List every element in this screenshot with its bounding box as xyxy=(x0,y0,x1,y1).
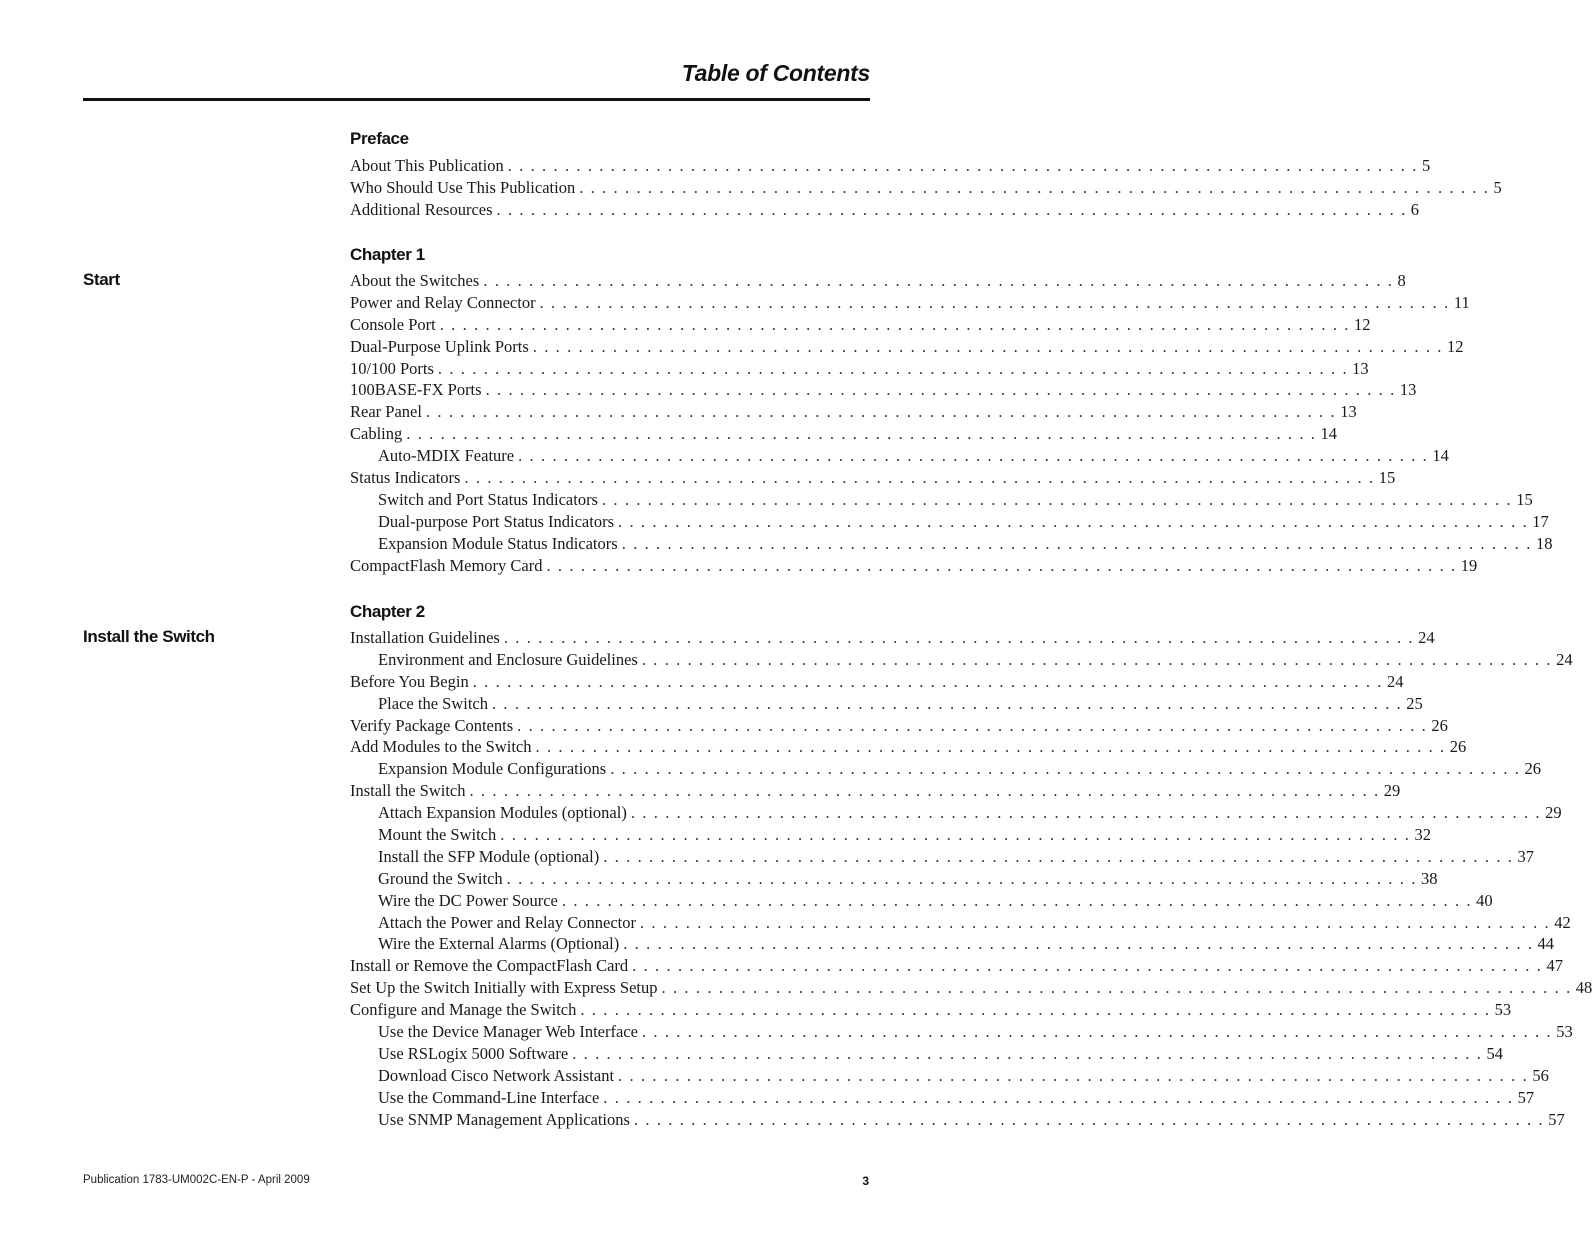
dot-leader: . . . . . . . . . . . . . . . . . . . . . . . . . . . . . . . . . . . . . . . . . . . . . . . . . . . . . . . . . . . . . . . . . . . . . . . . . . . . . . . . xyxy=(517,715,1428,735)
toc-entry-page[interactable]: 18 xyxy=(1535,533,1553,553)
toc-entry-page[interactable]: 12 xyxy=(1354,314,1371,334)
toc-entry[interactable] xyxy=(350,358,1369,380)
toc-entry-label[interactable]: 10/100 Ports xyxy=(350,358,434,378)
toc-entry-label[interactable]: Rear Panel xyxy=(350,402,422,422)
toc-entry-label[interactable]: Use the Device Manager Web Interface xyxy=(378,1022,638,1042)
chapter1-label: Chapter 1 xyxy=(350,245,425,264)
toc-entry-label[interactable]: About This Publication xyxy=(350,156,504,175)
toc-entry-page[interactable]: 54 xyxy=(1486,1043,1503,1063)
dot-leader: . . . . . . . . . . . . . . . . . . . . . . . . . . . . . . . . . . . . . . . . . . . . . . . . . . . . . . . . . . . . . . . . . . . . . . . . . . . . . . . . xyxy=(603,846,1514,866)
toc-entry-page[interactable]: 56 xyxy=(1532,1065,1549,1085)
toc-entry-page[interactable]: 26 xyxy=(1524,759,1542,779)
toc-entry[interactable] xyxy=(350,780,1401,802)
toc-entry[interactable] xyxy=(350,1065,1549,1087)
toc-entry-label[interactable]: Verify Package Contents xyxy=(350,715,514,735)
title-rule xyxy=(83,98,870,101)
toc-entry-page[interactable]: 11 xyxy=(1453,292,1470,312)
toc-entry-label[interactable]: CompactFlash Memory Card xyxy=(350,555,543,575)
dot-leader: . . . . . . . . . . . . . . . . . . . . . . . . . . . . . . . . . . . . . . . . . . . . . . . . . . . . . . . . . . . . . . . . . . . . . . . . . . . . . . . . xyxy=(464,468,1375,488)
toc-entry[interactable] xyxy=(350,693,1423,715)
dot-leader: . . . . . . . . . . . . . . . . . . . . . . . . . . . . . . . . . . . . . . . . . . . . . . . . . . . . . . . . . . . . . . . . . . . . . . . . . . . . . . . . xyxy=(539,292,1450,312)
toc-entry-page[interactable]: 19 xyxy=(1460,555,1478,575)
toc-entry-page[interactable]: 42 xyxy=(1554,912,1571,932)
toc-entry-page[interactable]: 13 xyxy=(1399,380,1417,400)
toc-entry[interactable] xyxy=(350,1043,1503,1065)
toc-entry-label[interactable]: Additional Resources xyxy=(350,199,493,219)
dot-leader: . . . . . . . . . . . . . . . . . . . . . . . . . . . . . . . . . . . . . . . . . . . . . . . . . . . . . . . . . . . . . . . . . . . . . . . . . . . . . . . . xyxy=(483,271,1394,290)
dot-leader: . . . . . . . . . . . . . . . . . . . . . . . . . . . . . . . . . . . . . . . . . . . . . . . . . . . . . . . . . . . . . . . . . . . . . . . . . . . . . . . . xyxy=(641,649,1553,669)
toc-entry-page[interactable]: 53 xyxy=(1494,1000,1512,1020)
chapter2-toc-list xyxy=(350,627,1592,1130)
toc-entry-label[interactable]: Console Port xyxy=(350,314,436,334)
toc-entry[interactable] xyxy=(350,999,1512,1021)
toc-entry[interactable] xyxy=(350,933,1555,955)
publication-footer: Publication 1783-UM002C-EN-P - April 2009 xyxy=(83,1174,310,1186)
toc-entry[interactable] xyxy=(350,955,1563,977)
toc-entry-label[interactable]: Set Up the Switch Initially with Express Setup xyxy=(350,978,658,998)
dot-leader: . . . . . . . . . . . . . . . . . . . . . . . . . . . . . . . . . . . . . . . . . . . . . . . . . . . . . . . . . . . . . . . . . . . . . . . . . . . . . . . . xyxy=(485,380,1396,400)
toc-entry-page[interactable]: 47 xyxy=(1546,956,1563,976)
dot-leader: . . . . . . . . . . . . . . . . . . . . . . . . . . . . . . . . . . . . . . . . . . . . . . . . . . . . . . . . . . . . . . . . . . . . . . . . . . . . . . . . xyxy=(618,1065,1529,1085)
dot-leader: . . . . . . . . . . . . . . . . . . . . . . . . . . . . . . . . . . . . . . . . . . . . . . . . . . . . . . . . . . . . . . . . . . . . . . . . . . . . . . . . xyxy=(601,489,1513,509)
dot-leader: . . . . . . . . . . . . . . . . . . . . . . . . . . . . . . . . . . . . . . . . . . . . . . . . . . . . . . . . . . . . . . . . . . . . . . . . . . . . . . . . xyxy=(506,868,1417,888)
dot-leader: . . . . . . . . . . . . . . . . . . . . . . . . . . . . . . . . . . . . . . . . . . . . . . . . . . . . . . . . . . . . . . . . . . . . . . . . . . . . . . . . xyxy=(630,803,1542,823)
dot-leader: . . . . . . . . . . . . . . . . . . . . . . . . . . . . . . . . . . . . . . . . . . . . . . . . . . . . . . . . . . . . . . . . . . . . . . . . . . . . . . . . xyxy=(496,199,1407,219)
toc-entry-page[interactable]: 40 xyxy=(1476,890,1493,910)
toc-entry-label[interactable]: Mount the Switch xyxy=(378,825,497,845)
toc-entry-label[interactable]: Status Indicators xyxy=(350,468,461,488)
toc-entry-page[interactable]: 25 xyxy=(1406,693,1423,713)
dot-leader: . . . . . . . . . . . . . . . . . . . . . . . . . . . . . . . . . . . . . . . . . . . . . . . . . . . . . . . . . . . . . . . . . . . . . . . . . . . . . . . . xyxy=(561,890,1473,910)
toc-entry-page[interactable]: 5 xyxy=(1421,156,1431,175)
toc-entry[interactable] xyxy=(350,1109,1565,1131)
toc-entry[interactable] xyxy=(350,868,1438,890)
dot-leader: . . . . . . . . . . . . . . . . . . . . . . . . . . . . . . . . . . . . . . . . . . . . . . . . . . . . . . . . . . . . . . . . . . . . . . . . . . . . . . . . xyxy=(469,781,1380,801)
toc-entry[interactable] xyxy=(350,802,1562,824)
toc-entry-page[interactable]: 53 xyxy=(1556,1022,1573,1042)
dot-leader: . . . . . . . . . . . . . . . . . . . . . . . . . . . . . . . . . . . . . . . . . . . . . . . . . . . . . . . . . . . . . . . . . . . . . . . . . . . . . . . . xyxy=(610,759,1521,779)
toc-entry-label[interactable]: Power and Relay Connector xyxy=(350,292,536,312)
dot-leader: . . . . . . . . . . . . . . . . . . . . . . . . . . . . . . . . . . . . . . . . . . . . . . . . . . . . . . . . . . . . . . . . . . . . . . . . . . . . . . . . xyxy=(603,1087,1514,1107)
toc-entry[interactable] xyxy=(350,846,1534,868)
toc-entry[interactable] xyxy=(350,671,1404,693)
toc-entry[interactable] xyxy=(350,890,1493,912)
dot-leader: . . . . . . . . . . . . . . . . . . . . . . . . . . . . . . . . . . . . . . . . . . . . . . . . . . . . . . . . . . . . . . . . . . . . . . . . . . . . . . . . xyxy=(623,934,1534,954)
toc-entry-page[interactable]: 24 xyxy=(1556,649,1573,669)
dot-leader: . . . . . . . . . . . . . . . . . . . . . . . . . . . . . . . . . . . . . . . . . . . . . . . . . . . . . . . . . . . . . . . . . . . . . . . . . . . . . . . . xyxy=(641,1022,1553,1042)
toc-entry-page[interactable]: 26 xyxy=(1449,737,1467,757)
toc-entry-page[interactable]: 5 xyxy=(1493,177,1502,197)
toc-entry[interactable] xyxy=(350,314,1371,336)
toc-entry[interactable] xyxy=(350,401,1357,423)
toc-entry-page[interactable]: 13 xyxy=(1352,358,1369,378)
toc-entry-label[interactable]: Install the Switch xyxy=(350,781,466,801)
chapter1-toc-list xyxy=(350,270,1553,576)
toc-entry-page[interactable]: 8 xyxy=(1397,271,1406,290)
toc-entry[interactable] xyxy=(350,445,1449,467)
dot-leader: . . . . . . . . . . . . . . . . . . . . . . . . . . . . . . . . . . . . . . . . . . . . . . . . . . . . . . . . . . . . . . . . . . . . . . . . . . . . . . . . xyxy=(472,671,1383,691)
toc-entry[interactable] xyxy=(350,736,1467,758)
toc-entry[interactable] xyxy=(350,533,1553,555)
toc-entry-label[interactable]: 100BASE-FX Ports xyxy=(350,380,482,400)
dot-leader: . . . . . . . . . . . . . . . . . . . . . . . . . . . . . . . . . . . . . . . . . . . . . . . . . . . . . . . . . . . . . . . . . . . . . . . . . . . . . . . . xyxy=(437,358,1349,378)
toc-entry[interactable] xyxy=(350,649,1573,671)
toc-entry-label[interactable]: Place the Switch xyxy=(378,693,488,713)
toc-entry[interactable] xyxy=(350,511,1549,533)
preface-toc-list xyxy=(350,155,1502,221)
dot-leader: . . . . . . . . . . . . . . . . . . . . . . . . . . . . . . . . . . . . . . . . . . . . . . . . . . . . . . . . . . . . . . . . . . . . . . . . . . . . . . . . xyxy=(406,424,1317,444)
toc-entry-page[interactable]: 44 xyxy=(1537,934,1555,954)
toc-entry-label[interactable]: Use RSLogix 5000 Software xyxy=(378,1043,569,1063)
toc-entry-label[interactable]: Install the SFP Module (optional) xyxy=(378,846,600,866)
toc-entry-label[interactable]: Wire the DC Power Source xyxy=(378,890,558,910)
dot-leader: . . . . . . . . . . . . . . . . . . . . . . . . . . . . . . . . . . . . . . . . . . . . . . . . . . . . . . . . . . . . . . . . . . . . . . . . . . . . . . . . xyxy=(532,336,1444,356)
toc-entry-page[interactable]: 14 xyxy=(1320,424,1338,444)
toc-entry-page[interactable]: 29 xyxy=(1545,803,1562,823)
toc-entry-page[interactable]: 48 xyxy=(1575,978,1592,998)
toc-entry-label[interactable]: Install or Remove the CompactFlash Card xyxy=(350,956,629,976)
toc-entry-label[interactable]: Environment and Enclosure Guidelines xyxy=(378,649,638,669)
page-number: 3 xyxy=(862,1174,869,1188)
dot-leader: . . . . . . . . . . . . . . . . . . . . . . . . . . . . . . . . . . . . . . . . . . . . . . . . . . . . . . . . . . . . . . . . . . . . . . . . . . . . . . . . xyxy=(535,737,1446,757)
toc-entry[interactable] xyxy=(350,379,1417,401)
toc-entry-page[interactable]: 6 xyxy=(1410,199,1420,219)
toc-entry-label[interactable]: About the Switches xyxy=(350,271,480,290)
toc-entry-page[interactable]: 57 xyxy=(1517,1087,1535,1107)
preface-heading: Preface xyxy=(350,129,409,148)
toc-entry-label[interactable]: Ground the Switch xyxy=(378,868,503,888)
dot-leader: . . . . . . . . . . . . . . . . . . . . . . . . . . . . . . . . . . . . . . . . . . . . . . . . . . . . . . . . . . . . . . . . . . . . . . . . . . . . . . . . xyxy=(439,314,1350,334)
toc-entry-page[interactable]: 17 xyxy=(1532,511,1549,531)
dot-leader: . . . . . . . . . . . . . . . . . . . . . . . . . . . . . . . . . . . . . . . . . . . . . . . . . . . . . . . . . . . . . . . . . . . . . . . . . . . . . . . . xyxy=(518,446,1429,466)
toc-entry-page[interactable]: 15 xyxy=(1516,489,1533,509)
toc-entry-page[interactable]: 15 xyxy=(1378,468,1396,488)
toc-entry[interactable] xyxy=(350,977,1592,999)
toc-entry[interactable] xyxy=(350,336,1464,358)
toc-entry[interactable] xyxy=(350,270,1406,292)
toc-entry-page[interactable]: 24 xyxy=(1387,671,1404,691)
dot-leader: . . . . . . . . . . . . . . . . . . . . . . . . . . . . . . . . . . . . . . . . . . . . . . . . . . . . . . . . . . . . . . . . . . . . . . . . . . . . . . . . xyxy=(661,978,1572,998)
toc-entry-label[interactable]: Wire the External Alarms (Optional) xyxy=(378,934,620,954)
toc-entry-label[interactable]: Use SNMP Management Applications xyxy=(378,1109,630,1129)
dot-leader: . . . . . . . . . . . . . . . . . . . . . . . . . . . . . . . . . . . . . . . . . . . . . . . . . . . . . . . . . . . . . . . . . . . . . . . . . . . . . . . . xyxy=(618,511,1529,531)
dot-leader: . . . . . . . . . . . . . . . . . . . . . . . . . . . . . . . . . . . . . . . . . . . . . . . . . . . . . . . . . . . . . . . . . . . . . . . . . . . . . . . . xyxy=(491,693,1403,713)
toc-entry[interactable] xyxy=(350,467,1396,489)
toc-entry[interactable] xyxy=(350,423,1338,445)
toc-entry[interactable] xyxy=(350,1087,1535,1109)
dot-leader: . . . . . . . . . . . . . . . . . . . . . . . . . . . . . . . . . . . . . . . . . . . . . . . . . . . . . . . . . . . . . . . . . . . . . . . . . . . . . . . . xyxy=(632,956,1543,976)
toc-entry-label[interactable]: Attach the Power and Relay Connector xyxy=(378,912,636,932)
toc-entry-label[interactable]: Expansion Module Status Indicators xyxy=(378,533,618,553)
toc-entry-page[interactable]: 13 xyxy=(1340,402,1357,422)
toc-entry-page[interactable]: 14 xyxy=(1432,446,1449,466)
toc-entry-page[interactable]: 24 xyxy=(1418,628,1435,647)
toc-entry-page[interactable]: 57 xyxy=(1548,1109,1565,1129)
toc-entry-label[interactable]: Who Should Use This Publication xyxy=(350,177,576,197)
toc-entry-page[interactable]: 37 xyxy=(1517,846,1534,866)
toc-entry[interactable] xyxy=(350,824,1432,846)
toc-entry[interactable] xyxy=(350,715,1448,737)
toc-entry-label[interactable]: Installation Guidelines xyxy=(350,628,500,647)
toc-entry-page[interactable]: 38 xyxy=(1420,868,1438,888)
toc-entry[interactable] xyxy=(350,199,1420,221)
toc-entry[interactable] xyxy=(350,912,1571,934)
toc-entry-page[interactable]: 26 xyxy=(1431,715,1448,735)
toc-entry-page[interactable]: 29 xyxy=(1383,781,1401,801)
dot-leader: . . . . . . . . . . . . . . . . . . . . . . . . . . . . . . . . . . . . . . . . . . . . . . . . . . . . . . . . . . . . . . . . . . . . . . . . . . . . . . . . xyxy=(507,156,1418,175)
toc-entry[interactable] xyxy=(350,155,1431,177)
toc-entry-label[interactable]: Add Modules to the Switch xyxy=(350,737,532,757)
toc-entry[interactable] xyxy=(350,555,1478,577)
dot-leader: . . . . . . . . . . . . . . . . . . . . . . . . . . . . . . . . . . . . . . . . . . . . . . . . . . . . . . . . . . . . . . . . . . . . . . . . . . . . . . . . xyxy=(546,555,1457,575)
dot-leader: . . . . . . . . . . . . . . . . . . . . . . . . . . . . . . . . . . . . . . . . . . . . . . . . . . . . . . . . . . . . . . . . . . . . . . . . . . . . . . . . xyxy=(621,533,1532,553)
toc-entry[interactable] xyxy=(350,292,1470,314)
dot-leader: . . . . . . . . . . . . . . . . . . . . . . . . . . . . . . . . . . . . . . . . . . . . . . . . . . . . . . . . . . . . . . . . . . . . . . . . . . . . . . . . xyxy=(579,177,1490,197)
toc-entry-label[interactable]: Configure and Manage the Switch xyxy=(350,1000,577,1020)
toc-entry[interactable] xyxy=(350,489,1533,511)
dot-leader: . . . . . . . . . . . . . . . . . . . . . . . . . . . . . . . . . . . . . . . . . . . . . . . . . . . . . . . . . . . . . . . . . . . . . . . . . . . . . . . . xyxy=(580,1000,1491,1020)
toc-entry[interactable] xyxy=(350,1021,1573,1043)
toc-entry-label[interactable]: Auto-MDIX Feature xyxy=(378,446,515,466)
toc-entry-page[interactable]: 12 xyxy=(1447,336,1464,356)
toc-entry-label[interactable]: Dual-Purpose Uplink Ports xyxy=(350,336,529,356)
chapter2-label: Chapter 2 xyxy=(350,602,425,621)
toc-entry[interactable] xyxy=(350,627,1435,649)
toc-entry-label[interactable]: Before You Begin xyxy=(350,671,469,691)
chapter2-title: Install the Switch xyxy=(83,627,215,646)
toc-entry-label[interactable]: Use the Command-Line Interface xyxy=(378,1087,600,1107)
toc-entry-label[interactable]: Cabling xyxy=(350,424,403,444)
toc-entry-label[interactable]: Dual-purpose Port Status Indicators xyxy=(378,511,615,531)
toc-entry-label[interactable]: Attach Expansion Modules (optional) xyxy=(378,803,627,823)
dot-leader: . . . . . . . . . . . . . . . . . . . . . . . . . . . . . . . . . . . . . . . . . . . . . . . . . . . . . . . . . . . . . . . . . . . . . . . . . . . . . . . . xyxy=(572,1043,1483,1063)
toc-entry-label[interactable]: Download Cisco Network Assistant xyxy=(378,1065,615,1085)
toc-entry[interactable] xyxy=(350,758,1542,780)
toc-entry[interactable] xyxy=(350,177,1502,199)
toc-entry-label[interactable]: Expansion Module Configurations xyxy=(378,759,607,779)
dot-leader: . . . . . . . . . . . . . . . . . . . . . . . . . . . . . . . . . . . . . . . . . . . . . . . . . . . . . . . . . . . . . . . . . . . . . . . . . . . . . . . . xyxy=(503,628,1415,647)
chapter1-title: Start xyxy=(83,270,120,289)
toc-entry-label[interactable]: Switch and Port Status Indicators xyxy=(378,489,598,509)
dot-leader: . . . . . . . . . . . . . . . . . . . . . . . . . . . . . . . . . . . . . . . . . . . . . . . . . . . . . . . . . . . . . . . . . . . . . . . . . . . . . . . . xyxy=(639,912,1551,932)
dot-leader: . . . . . . . . . . . . . . . . . . . . . . . . . . . . . . . . . . . . . . . . . . . . . . . . . . . . . . . . . . . . . . . . . . . . . . . . . . . . . . . . xyxy=(500,825,1411,845)
dot-leader: . . . . . . . . . . . . . . . . . . . . . . . . . . . . . . . . . . . . . . . . . . . . . . . . . . . . . . . . . . . . . . . . . . . . . . . . . . . . . . . . xyxy=(425,402,1337,422)
dot-leader: . . . . . . . . . . . . . . . . . . . . . . . . . . . . . . . . . . . . . . . . . . . . . . . . . . . . . . . . . . . . . . . . . . . . . . . . . . . . . . . . xyxy=(633,1109,1545,1129)
page-title: Table of Contents xyxy=(681,60,870,86)
toc-entry-page[interactable]: 32 xyxy=(1414,825,1432,845)
